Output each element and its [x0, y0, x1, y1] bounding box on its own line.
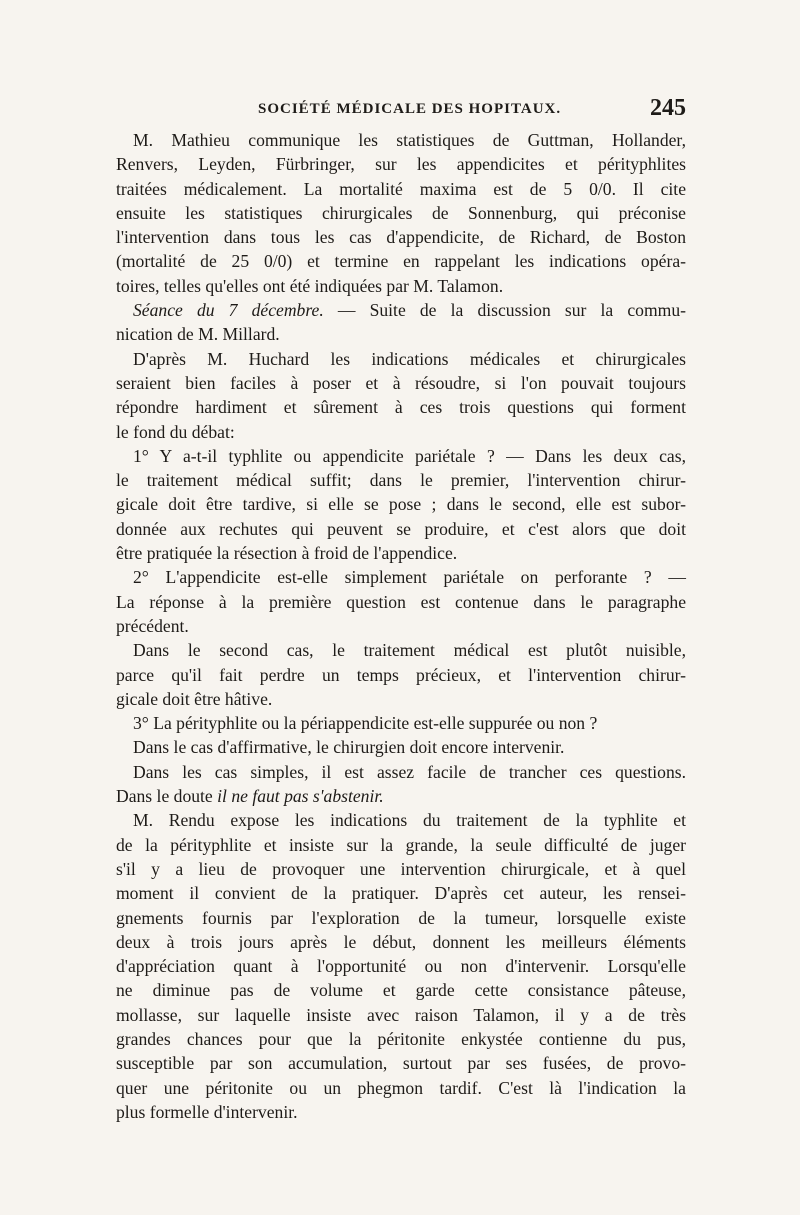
text-line: M. Rendu expose les indications du traitement de la typhlite et [133, 810, 686, 831]
text-line: moment il convient de la pratiquer. D'après cet auteur, les rensei- [116, 883, 686, 904]
text-line: répondre hardiment et sûrement à ces trois questions qui forment [116, 397, 686, 418]
text-line: donnée aux rechutes qui peuvent se produire, et c'est alors que doit [116, 518, 686, 539]
text-line: s'il y a lieu de provoquer une intervention chirurgicale, et à quel [116, 858, 686, 879]
text-line: gicale doit être tardive, si elle se pose ; dans le second, elle est subor- [116, 494, 686, 515]
text-line: seraient bien faciles à poser et à résoudre, si l'on pouvait toujours [116, 372, 686, 393]
text-line: Dans le cas d'affirmative, le chirurgien doit encore intervenir. [133, 737, 565, 758]
paragraph [116, 735, 686, 759]
text-line: Séance du 7 décembre. — Suite de la discussion sur la commu- [133, 300, 686, 321]
text-line: d'appréciation quant à l'opportunité ou non d'intervenir. Lorsqu'elle [116, 956, 686, 977]
running-head: SOCIÉTÉ MÉDICALE DES HOPITAUX. [258, 101, 562, 117]
text-line: D'après M. Huchard les indications médicales et chirurgicales [133, 348, 686, 369]
text-line: grandes chances pour que la péritonite enkystée contienne du pus, [116, 1028, 686, 1049]
text-line: gicale doit être hâtive. [116, 688, 273, 709]
text-line: ne diminue pas de volume et garde cette consistance pâteuse, [116, 980, 686, 1001]
paragraph [116, 808, 686, 1124]
text-line: toires, telles qu'elles ont été indiquées par M. Talamon. [116, 275, 504, 296]
text-line: plus formelle d'intervenir. [116, 1101, 298, 1122]
text-line: le traitement médical suffit; dans le premier, l'intervention chirur- [116, 470, 686, 491]
paragraph [116, 128, 686, 298]
text-line: Dans le second cas, le traitement médical est plutôt nuisible, [133, 640, 686, 661]
text-line: gnements fournis par l'exploration de la tumeur, lorsquelle existe [116, 907, 686, 928]
text-line: La réponse à la première question est contenue dans le paragraphe [116, 591, 686, 612]
text-line: ensuite les statistiques chirurgicales de Sonnenburg, qui préconise [116, 202, 686, 223]
text-line: Renvers, Leyden, Fürbringer, sur les appendicites et pérityphlites [116, 154, 686, 175]
text-line: nication de M. Millard. [116, 324, 280, 345]
text-line: susceptible par son accumulation, surtout par ses fusées, de provo- [116, 1053, 686, 1074]
text-line: 1° Y a-t-il typhlite ou appendicite pariétale ? — Dans les deux cas, [133, 445, 686, 466]
text-line: deux à trois jours après le début, donnent les meilleurs éléments [116, 931, 686, 952]
text-line: précédent. [116, 615, 189, 636]
text-line: (mortalité de 25 0/0) et termine en rappelant les indications opéra- [116, 251, 686, 272]
text-line: 3° La pérityphlite ou la périappendicite est-elle suppurée ou non ? [133, 713, 598, 734]
paragraph [116, 347, 686, 444]
text-line: Dans les cas simples, il est assez facile de trancher ces questions. [133, 761, 686, 782]
paragraph [116, 638, 686, 711]
paragraph [116, 298, 686, 347]
paragraph [116, 711, 686, 735]
text-line: M. Mathieu communique les statistiques de Guttman, Hollander, [133, 130, 686, 150]
text-line: 2° L'appendicite est-elle simplement pariétale on perforante ? — [133, 567, 686, 588]
text-line: le fond du débat: [116, 421, 235, 442]
text-line: de la pérityphlite et insiste sur la grande, la seule difficulté de juger [116, 834, 686, 855]
text-line: quer une péritonite ou un phegmon tardif. C'est là l'indication la [116, 1077, 686, 1098]
text-line: parce qu'il fait perdre un temps précieux, et l'intervention chirur- [116, 664, 686, 685]
body-text [116, 128, 686, 1124]
text-line: être pratiquée la résection à froid de l'appendice. [116, 543, 458, 564]
text-line: traitées médicalement. La mortalité maxima est de 5 0/0. Il cite [116, 178, 686, 199]
page-header [116, 95, 686, 123]
page-number: 245 [650, 95, 686, 121]
text-line: Dans le doute il ne faut pas s'abstenir. [116, 786, 384, 807]
text-line: mollasse, sur laquelle insiste avec raison Talamon, il y a de très [116, 1004, 686, 1025]
paragraph [116, 565, 686, 638]
paragraph [116, 760, 686, 809]
paragraph [116, 444, 686, 565]
text-line: l'intervention dans tous les cas d'appendicite, de Richard, de Boston [116, 227, 686, 248]
